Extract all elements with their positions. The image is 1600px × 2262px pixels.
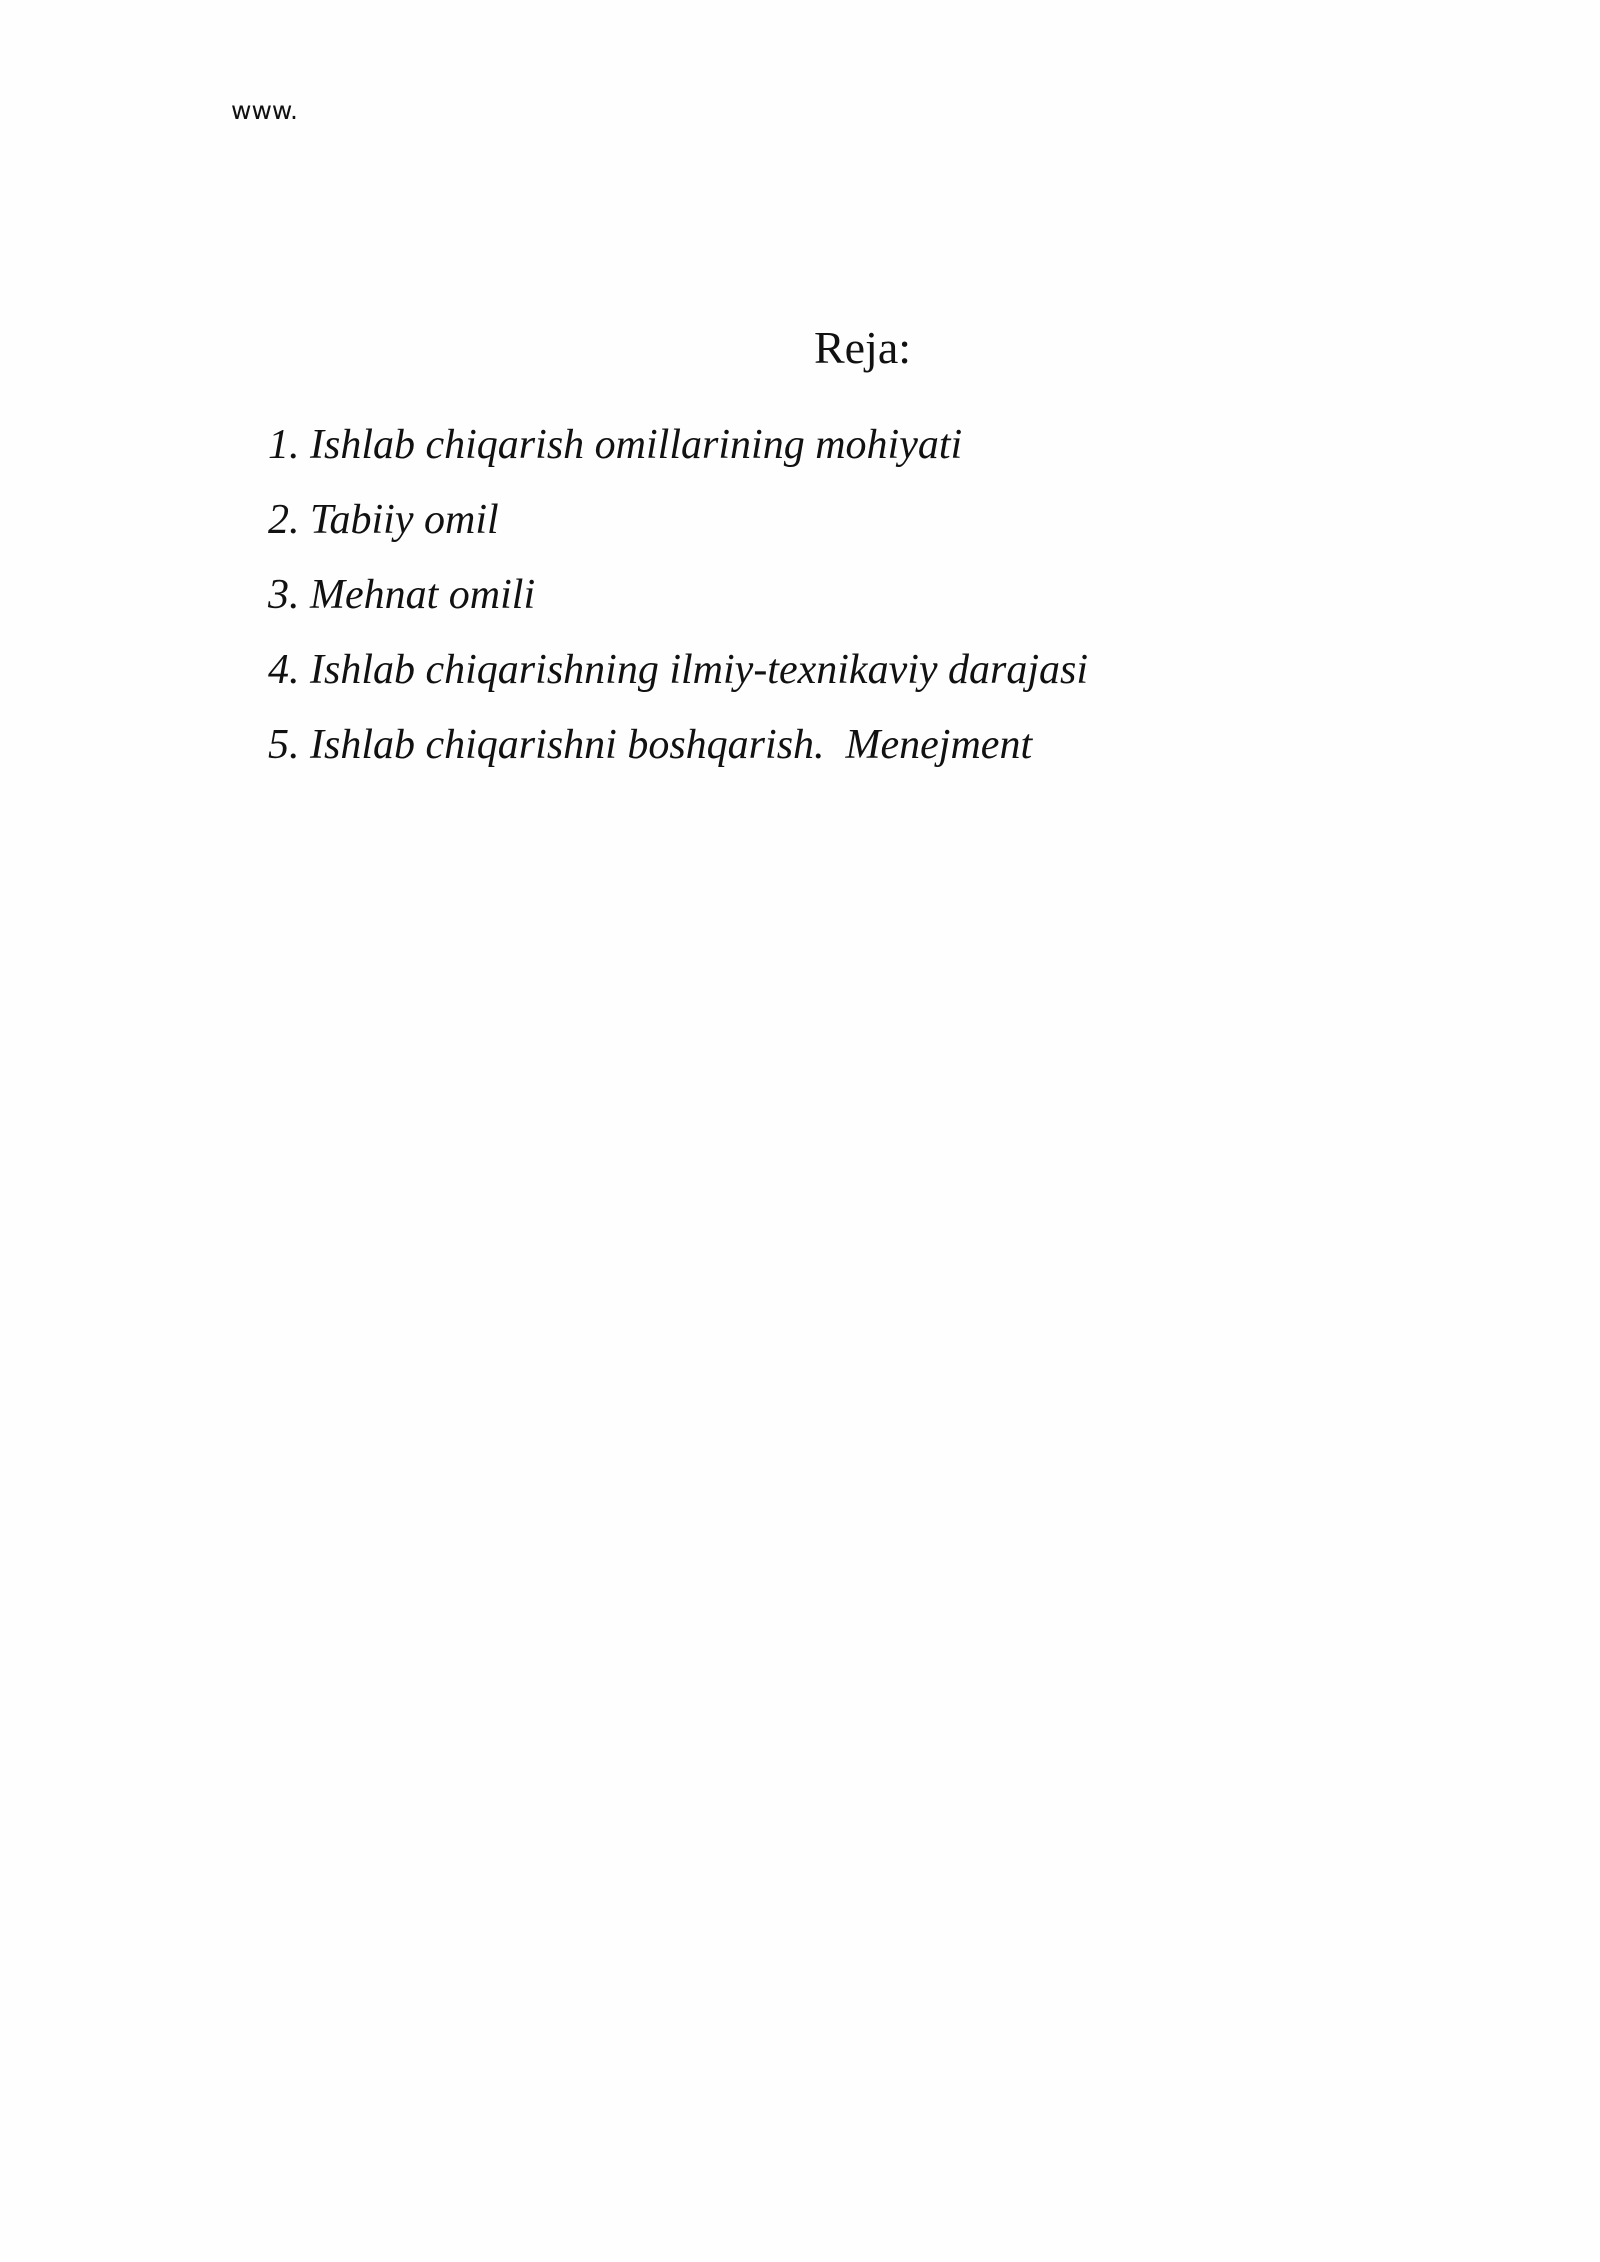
plan-title: Reja: bbox=[813, 322, 912, 373]
plan-item: 1. Ishlab chiqarish omillarining mohiyati bbox=[268, 422, 963, 468]
plan-item: 5. Ishlab chiqarishni boshqarish. Menejment bbox=[268, 722, 1033, 768]
header-url: www. bbox=[231, 96, 298, 125]
plan-item: 3. Mehnat omili bbox=[268, 572, 536, 618]
plan-item: 4. Ishlab chiqarishning ilmiy-texnikaviy darajasi bbox=[268, 647, 1089, 693]
plan-item: 2. Tabiiy omil bbox=[268, 497, 499, 543]
plan-list bbox=[268, 420, 1088, 795]
